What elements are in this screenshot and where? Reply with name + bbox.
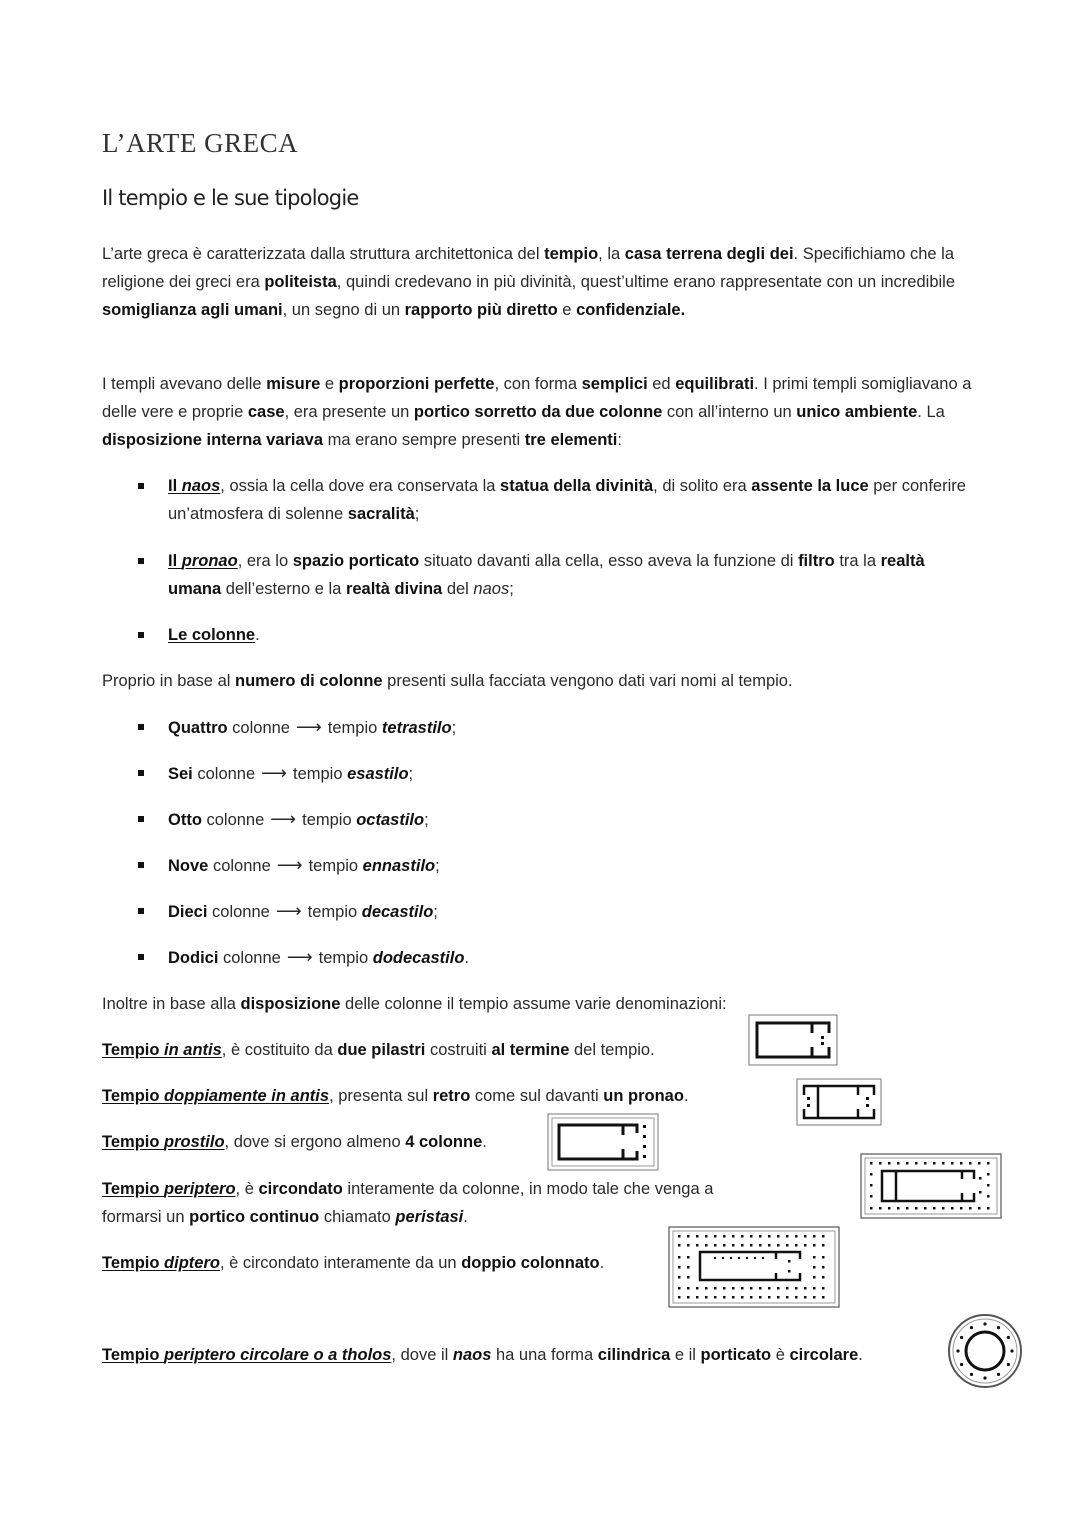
arrow-icon: ⟶: [276, 855, 303, 875]
plan-tholos-icon: [946, 1312, 1024, 1390]
bullet-icon: [138, 816, 144, 822]
arrow-icon: ⟶: [275, 901, 302, 921]
type-doppiamente-in-antis: Tempio doppiamente in antis, presenta sul retro come sul davanti un pronao.: [102, 1087, 689, 1105]
bullet-icon: [138, 632, 144, 638]
arrow-icon: ⟶: [295, 717, 322, 737]
bullet-icon: [138, 724, 144, 730]
arrow-icon: ⟶: [270, 809, 297, 829]
plan-in-antis-icon: [748, 1014, 838, 1066]
list-item-dodecastilo: Dodici colonne ⟶ tempio dodecastilo.: [138, 943, 978, 972]
bullet-icon: [138, 770, 144, 776]
columns-intro: Proprio in base al numero di colonne presenti sulla facciata vengono dati vari nomi al tempio.: [102, 672, 793, 690]
type-diptero: Tempio diptero, è circondato interamente da un doppio colonnato.: [102, 1254, 605, 1272]
list-item-tetrastilo: Quattro colonne ⟶ tempio tetrastilo;: [138, 713, 978, 742]
page-title: L’ARTE GRECA: [102, 128, 299, 158]
list-item-pronao: Il pronao, era lo spazio porticato situato davanti alla cella, esso aveva la funzione di filtro tra la realtà umana dell’esterno e la realtà divina del naos;: [138, 547, 978, 603]
type-periptero: Tempio periptero, è circondato interamente da colonne, in modo tale che venga a: [102, 1180, 714, 1198]
bullet-icon: [138, 862, 144, 868]
bullet-icon: [138, 483, 144, 489]
type-periptero-cont: formarsi un portico continuo chiamato peristasi.: [102, 1208, 468, 1226]
type-tholos: Tempio periptero circolare o a tholos, dove il naos ha una forma cilindrica e il porticato è circolare.: [102, 1346, 863, 1364]
type-in-antis: Tempio in antis, è costituito da due pilastri costruiti al termine del tempio.: [102, 1041, 655, 1059]
list-item-esastilo: Sei colonne ⟶ tempio esastilo;: [138, 759, 978, 788]
list-item-naos: Il naos, ossia la cella dove era conservata la statua della divinità, di solito era assente la luce per conferire un’atmosfera di solenne sacralità;: [138, 472, 978, 528]
bullet-icon: [138, 558, 144, 564]
list-item-ennastilo: Nove colonne ⟶ tempio ennastilo;: [138, 851, 978, 880]
bullet-icon: [138, 908, 144, 914]
intro-paragraph: L’arte greca è caratterizzata dalla struttura architettonica del tempio, la casa terrena degli dei. Specifichiamo che la religione dei greci era politeista, quindi credevano in più divinità, quest’ultime erano rappresentate con un incredibile somiglianza agli umani, un segno di un rapporto più diretto e confidenziale.: [102, 245, 955, 319]
plan-prostilo-icon: [547, 1113, 659, 1171]
list-item-octastilo: Otto colonne ⟶ tempio octastilo;: [138, 805, 978, 834]
list-item-colonne: Le colonne.: [138, 621, 978, 649]
disposition-intro: Inoltre in base alla disposizione delle colonne il tempio assume varie denominazioni:: [102, 995, 727, 1013]
plan-doppiamente-in-antis-icon: [796, 1078, 882, 1126]
bullet-icon: [138, 954, 144, 960]
plan-diptero-icon: [668, 1226, 840, 1308]
arrow-icon: ⟶: [261, 763, 287, 783]
temples-paragraph: I templi avevano delle misure e proporzioni perfette, con forma semplici ed equilibrati. I primi templi somigliavano a delle vere e proprie case, era presente un portico sorretto da due colonne con all’interno un unico ambiente. La disposizione interna variava ma erano sempre presenti tre elementi:: [102, 375, 972, 449]
section-subtitle: Il tempio e le sue tipologie: [102, 186, 359, 210]
plan-periptero-icon: [860, 1153, 1002, 1219]
list-item-decastilo: Dieci colonne ⟶ tempio decastilo;: [138, 897, 978, 926]
arrow-icon: ⟶: [286, 947, 313, 967]
type-prostilo: Tempio prostilo, dove si ergono almeno 4 colonne.: [102, 1133, 487, 1151]
